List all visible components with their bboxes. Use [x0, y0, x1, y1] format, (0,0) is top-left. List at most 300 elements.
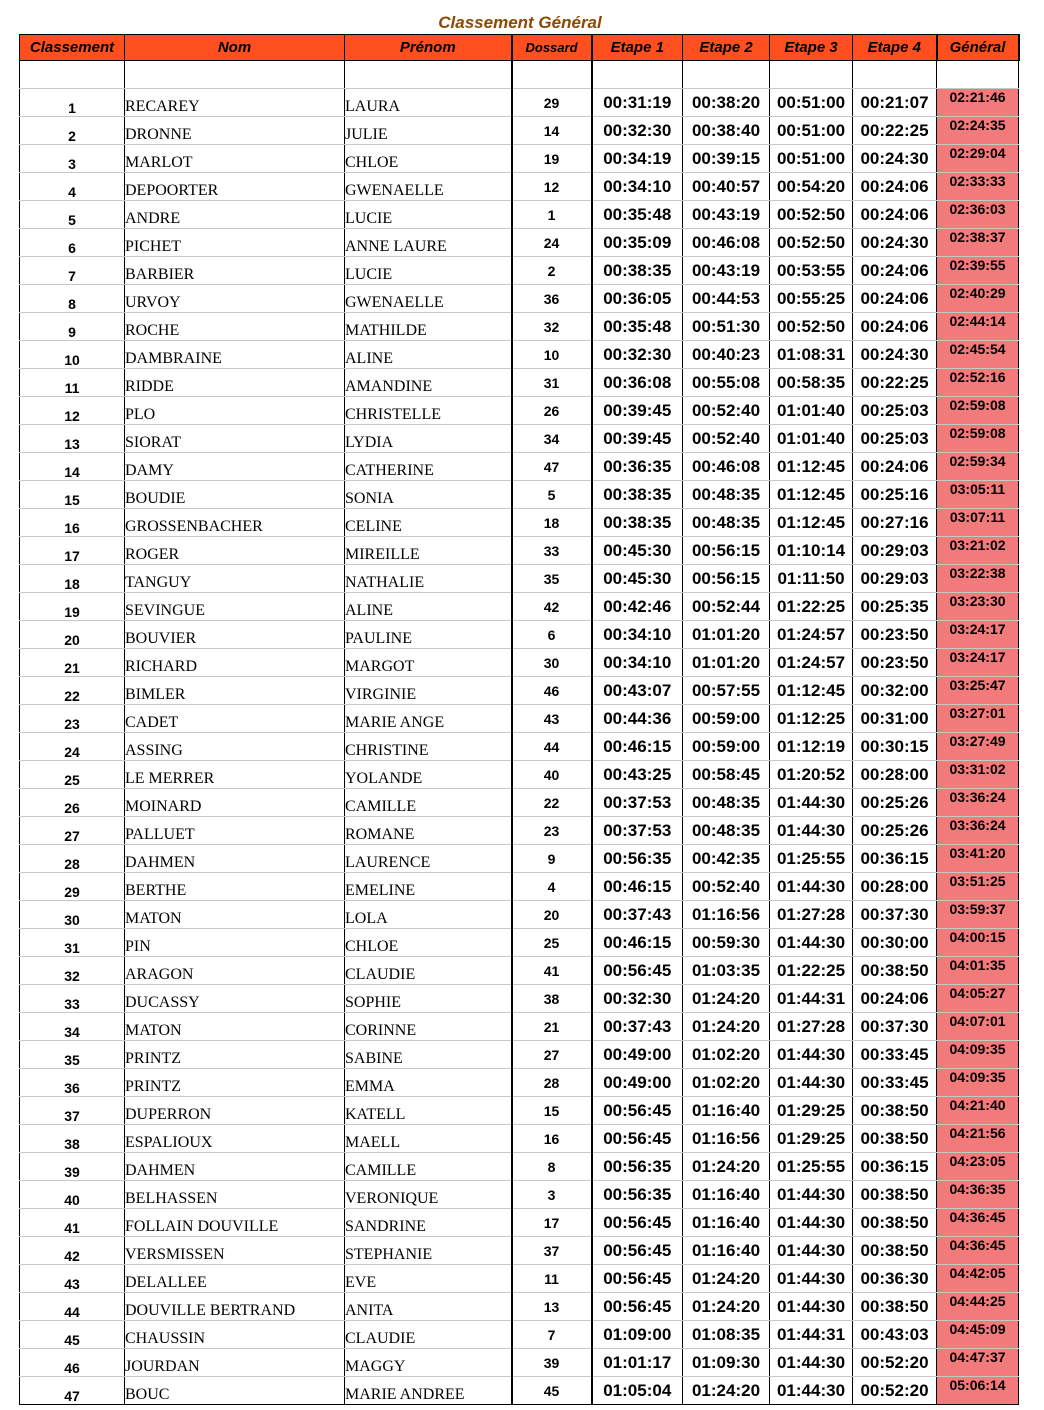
cell-general: 03:05:11 — [937, 481, 1019, 509]
cell-etape-1: 00:49:00 — [592, 1041, 683, 1069]
cell-etape-4: 00:38:50 — [853, 1293, 937, 1321]
cell-etape-3: 01:29:25 — [770, 1125, 853, 1153]
cell-etape-3: 01:44:30 — [770, 789, 853, 817]
cell-dossard: 21 — [512, 1013, 592, 1041]
cell-etape-2: 00:39:15 — [683, 145, 770, 173]
cell-etape-1: 00:38:35 — [592, 257, 683, 285]
cell-etape-2: 00:40:23 — [683, 341, 770, 369]
cell-general: 02:59:34 — [937, 453, 1019, 481]
cell-etape-4: 00:36:15 — [853, 845, 937, 873]
cell-etape-4: 00:24:06 — [853, 285, 937, 313]
cell-etape-2: 01:02:20 — [683, 1069, 770, 1097]
cell-dossard: 18 — [512, 509, 592, 537]
cell-etape-1: 00:38:35 — [592, 481, 683, 509]
cell-etape-3: 01:44:30 — [770, 1041, 853, 1069]
cell-prenom: PAULINE — [345, 621, 512, 649]
cell-etape-1: 01:05:04 — [592, 1377, 683, 1405]
cell-etape-2: 01:24:20 — [683, 1293, 770, 1321]
cell-general: 04:21:56 — [937, 1125, 1019, 1153]
cell-etape-1: 00:56:45 — [592, 1265, 683, 1293]
cell-etape-2: 01:03:35 — [683, 957, 770, 985]
cell-nom: RICHARD — [125, 649, 345, 677]
table-row — [20, 1153, 1019, 1181]
cell-general: 02:40:29 — [937, 285, 1019, 313]
cell-general: 03:22:38 — [937, 565, 1019, 593]
cell-etape-2: 00:43:19 — [683, 257, 770, 285]
cell-etape-1: 00:56:45 — [592, 1209, 683, 1237]
cell-etape-3: 01:12:45 — [770, 453, 853, 481]
cell-etape-1: 00:49:00 — [592, 1069, 683, 1097]
cell-classement: 24 — [20, 733, 125, 761]
cell-etape-2: 01:16:56 — [683, 1125, 770, 1153]
cell-nom: ESPALIOUX — [125, 1125, 345, 1153]
cell-dossard: 19 — [512, 145, 592, 173]
cell-nom: DAHMEN — [125, 1153, 345, 1181]
table-row — [20, 173, 1019, 201]
cell-prenom: MARIE ANDREE — [345, 1377, 512, 1405]
cell-prenom: AMANDINE — [345, 369, 512, 397]
table-row — [20, 873, 1019, 901]
cell-general: 04:09:35 — [937, 1041, 1019, 1069]
table-row — [20, 1349, 1019, 1377]
cell-etape-3: 01:24:57 — [770, 649, 853, 677]
cell-etape-2: 01:24:20 — [683, 1377, 770, 1405]
cell-general: 03:07:11 — [937, 509, 1019, 537]
cell-nom: URVOY — [125, 285, 345, 313]
cell-general: 04:21:40 — [937, 1097, 1019, 1125]
cell-nom: BOUVIER — [125, 621, 345, 649]
cell-etape-1: 00:46:15 — [592, 929, 683, 957]
cell-etape-1: 00:32:30 — [592, 117, 683, 145]
cell-dossard: 29 — [512, 89, 592, 117]
cell-etape-3: 00:54:20 — [770, 173, 853, 201]
cell-etape-4: 00:24:06 — [853, 201, 937, 229]
cell-etape-4: 00:38:50 — [853, 1097, 937, 1125]
cell-etape-1: 00:56:45 — [592, 1125, 683, 1153]
table-row — [20, 397, 1019, 425]
cell-prenom: VIRGINIE — [345, 677, 512, 705]
cell-classement: 2 — [20, 117, 125, 145]
cell-etape-4: 00:43:03 — [853, 1321, 937, 1349]
cell-prenom: LAURENCE — [345, 845, 512, 873]
cell-etape-2: 00:52:40 — [683, 397, 770, 425]
cell-etape-4: 00:37:30 — [853, 1013, 937, 1041]
cell-general: 02:52:16 — [937, 369, 1019, 397]
cell-nom: BERTHE — [125, 873, 345, 901]
cell-etape-4: 00:29:03 — [853, 565, 937, 593]
cell-prenom: CAMILLE — [345, 1153, 512, 1181]
cell-nom: MOINARD — [125, 789, 345, 817]
cell-etape-2: 00:51:30 — [683, 313, 770, 341]
table-row — [20, 313, 1019, 341]
cell-nom: MATON — [125, 1013, 345, 1041]
cell-classement: 27 — [20, 817, 125, 845]
cell-general: 03:27:49 — [937, 733, 1019, 761]
cell-etape-4: 00:38:50 — [853, 1181, 937, 1209]
cell-classement: 26 — [20, 789, 125, 817]
cell-prenom: CHLOE — [345, 145, 512, 173]
cell-etape-1: 00:34:10 — [592, 173, 683, 201]
cell-etape-2: 01:02:20 — [683, 1041, 770, 1069]
cell-classement: 43 — [20, 1265, 125, 1293]
table-row — [20, 425, 1019, 453]
cell-classement: 45 — [20, 1321, 125, 1349]
cell-general: 04:01:35 — [937, 957, 1019, 985]
cell-etape-2: 00:59:00 — [683, 733, 770, 761]
cell-general: 02:44:14 — [937, 313, 1019, 341]
cell-dossard: 11 — [512, 1265, 592, 1293]
cell-prenom: LUCIE — [345, 257, 512, 285]
cell-dossard: 43 — [512, 705, 592, 733]
cell-dossard: 32 — [512, 313, 592, 341]
cell-classement: 44 — [20, 1293, 125, 1321]
cell-dossard: 23 — [512, 817, 592, 845]
cell-dossard: 12 — [512, 173, 592, 201]
cell-etape-4: 00:23:50 — [853, 649, 937, 677]
table-row — [20, 1293, 1019, 1321]
cell-dossard: 22 — [512, 789, 592, 817]
cell-dossard: 27 — [512, 1041, 592, 1069]
cell-classement: 8 — [20, 285, 125, 313]
cell-nom: BARBIER — [125, 257, 345, 285]
cell-etape-4: 00:24:06 — [853, 453, 937, 481]
cell-etape-4: 00:24:06 — [853, 985, 937, 1013]
cell-etape-4: 00:28:00 — [853, 873, 937, 901]
results-table — [19, 34, 1020, 1405]
table-row — [20, 593, 1019, 621]
cell-prenom: CLAUDIE — [345, 957, 512, 985]
cell-classement: 16 — [20, 509, 125, 537]
cell-dossard: 40 — [512, 761, 592, 789]
cell-classement: 7 — [20, 257, 125, 285]
cell-classement: 13 — [20, 425, 125, 453]
cell-classement: 34 — [20, 1013, 125, 1041]
table-row — [20, 481, 1019, 509]
cell-nom: PIN — [125, 929, 345, 957]
cell-etape-3: 00:52:50 — [770, 313, 853, 341]
cell-dossard: 6 — [512, 621, 592, 649]
cell-nom: ANDRE — [125, 201, 345, 229]
cell-dossard: 34 — [512, 425, 592, 453]
cell-dossard: 16 — [512, 1125, 592, 1153]
cell-etape-1: 00:39:45 — [592, 425, 683, 453]
cell-etape-3: 00:51:00 — [770, 117, 853, 145]
cell-nom: PICHET — [125, 229, 345, 257]
cell-etape-1: 00:36:05 — [592, 285, 683, 313]
cell-etape-2: 00:46:08 — [683, 229, 770, 257]
header-dossard[interactable]: Dossard — [512, 35, 592, 61]
cell-etape-1: 00:43:07 — [592, 677, 683, 705]
cell-classement: 19 — [20, 593, 125, 621]
cell-prenom: MIREILLE — [345, 537, 512, 565]
cell-nom: ASSING — [125, 733, 345, 761]
cell-nom: DAMBRAINE — [125, 341, 345, 369]
table-row — [20, 1125, 1019, 1153]
cell-prenom: SOPHIE — [345, 985, 512, 1013]
cell-nom: PRINTZ — [125, 1041, 345, 1069]
header-classement[interactable]: Classement — [20, 35, 125, 61]
cell-dossard: 10 — [512, 341, 592, 369]
cell-nom: RIDDE — [125, 369, 345, 397]
cell-nom: CADET — [125, 705, 345, 733]
cell-etape-1: 00:37:43 — [592, 901, 683, 929]
cell-general: 02:39:55 — [937, 257, 1019, 285]
cell-classement: 41 — [20, 1209, 125, 1237]
cell-prenom: CELINE — [345, 509, 512, 537]
cell-dossard: 24 — [512, 229, 592, 257]
cell-etape-2: 00:55:08 — [683, 369, 770, 397]
cell-etape-4: 00:24:06 — [853, 173, 937, 201]
cell-nom: ARAGON — [125, 957, 345, 985]
cell-etape-3: 01:44:31 — [770, 985, 853, 1013]
cell-general: 03:25:47 — [937, 677, 1019, 705]
cell-dossard: 17 — [512, 1209, 592, 1237]
cell-etape-4: 00:33:45 — [853, 1069, 937, 1097]
cell-general: 04:36:35 — [937, 1181, 1019, 1209]
cell-general: 03:59:37 — [937, 901, 1019, 929]
cell-prenom: GWENAELLE — [345, 285, 512, 313]
cell-etape-1: 00:45:30 — [592, 565, 683, 593]
cell-etape-1: 00:43:25 — [592, 761, 683, 789]
cell-prenom: MAELL — [345, 1125, 512, 1153]
cell-dossard: 26 — [512, 397, 592, 425]
cell-etape-3: 01:44:30 — [770, 1349, 853, 1377]
cell-etape-2: 01:24:20 — [683, 985, 770, 1013]
cell-etape-2: 01:01:20 — [683, 649, 770, 677]
table-header — [20, 35, 1019, 61]
cell-classement: 23 — [20, 705, 125, 733]
header-general[interactable]: Général — [937, 35, 1019, 61]
header-etape-4[interactable]: Etape 4 — [853, 35, 937, 61]
cell-prenom: STEPHANIE — [345, 1237, 512, 1265]
cell-nom: DUCASSY — [125, 985, 345, 1013]
cell-general: 03:23:30 — [937, 593, 1019, 621]
cell-etape-3: 01:01:40 — [770, 397, 853, 425]
cell-etape-3: 00:52:50 — [770, 229, 853, 257]
cell-dossard: 25 — [512, 929, 592, 957]
cell-classement: 18 — [20, 565, 125, 593]
cell-nom: SEVINGUE — [125, 593, 345, 621]
cell-etape-2: 01:16:40 — [683, 1097, 770, 1125]
cell-classement: 25 — [20, 761, 125, 789]
cell-dossard: 8 — [512, 1153, 592, 1181]
cell-etape-4: 00:52:20 — [853, 1377, 937, 1405]
cell-etape-4: 00:28:00 — [853, 761, 937, 789]
cell-etape-2: 00:59:00 — [683, 705, 770, 733]
cell-etape-3: 01:12:45 — [770, 509, 853, 537]
cell-nom: JOURDAN — [125, 1349, 345, 1377]
cell-etape-4: 00:31:00 — [853, 705, 937, 733]
cell-classement: 10 — [20, 341, 125, 369]
cell-prenom: CATHERINE — [345, 453, 512, 481]
cell-general: 02:36:03 — [937, 201, 1019, 229]
cell-etape-1: 00:32:30 — [592, 985, 683, 1013]
cell-prenom: MARIE ANGE — [345, 705, 512, 733]
cell-etape-4: 00:21:07 — [853, 89, 937, 117]
cell-general: 02:45:54 — [937, 341, 1019, 369]
table-row — [20, 341, 1019, 369]
cell-etape-2: 00:59:30 — [683, 929, 770, 957]
table-row — [20, 565, 1019, 593]
header-etape-2[interactable]: Etape 2 — [683, 35, 770, 61]
cell-etape-3: 01:20:52 — [770, 761, 853, 789]
cell-etape-4: 00:25:35 — [853, 593, 937, 621]
cell-prenom: GWENAELLE — [345, 173, 512, 201]
cell-dossard: 7 — [512, 1321, 592, 1349]
cell-etape-1: 00:56:45 — [592, 1237, 683, 1265]
cell-etape-2: 00:43:19 — [683, 201, 770, 229]
cell-general: 04:47:37 — [937, 1349, 1019, 1377]
cell-etape-1: 00:36:35 — [592, 453, 683, 481]
cell-etape-2: 00:58:45 — [683, 761, 770, 789]
cell-etape-1: 00:56:45 — [592, 1097, 683, 1125]
cell-etape-2: 00:38:40 — [683, 117, 770, 145]
cell-general: 02:21:46 — [937, 89, 1019, 117]
cell-etape-4: 00:25:26 — [853, 817, 937, 845]
cell-dossard: 37 — [512, 1237, 592, 1265]
cell-etape-1: 00:37:53 — [592, 789, 683, 817]
cell-nom: PLO — [125, 397, 345, 425]
cell-etape-2: 01:08:35 — [683, 1321, 770, 1349]
cell-etape-1: 00:37:53 — [592, 817, 683, 845]
cell-nom: PALLUET — [125, 817, 345, 845]
table-row — [20, 985, 1019, 1013]
cell-nom: BOUDIE — [125, 481, 345, 509]
table-row — [20, 257, 1019, 285]
cell-dossard: 3 — [512, 1181, 592, 1209]
cell-nom: MATON — [125, 901, 345, 929]
table-row — [20, 509, 1019, 537]
cell-etape-4: 00:38:50 — [853, 957, 937, 985]
cell-dossard: 35 — [512, 565, 592, 593]
cell-prenom: NATHALIE — [345, 565, 512, 593]
cell-dossard: 30 — [512, 649, 592, 677]
cell-general: 03:21:02 — [937, 537, 1019, 565]
cell-etape-4: 00:38:50 — [853, 1125, 937, 1153]
cell-etape-1: 00:56:45 — [592, 1293, 683, 1321]
cell-etape-2: 00:52:40 — [683, 873, 770, 901]
cell-etape-4: 00:29:03 — [853, 537, 937, 565]
table-row — [20, 957, 1019, 985]
cell-classement: 17 — [20, 537, 125, 565]
cell-classement: 31 — [20, 929, 125, 957]
cell-etape-2: 01:09:30 — [683, 1349, 770, 1377]
cell-etape-2: 00:52:40 — [683, 425, 770, 453]
cell-general: 04:44:25 — [937, 1293, 1019, 1321]
cell-etape-2: 00:44:53 — [683, 285, 770, 313]
cell-prenom: LUCIE — [345, 201, 512, 229]
header-etape-3[interactable]: Etape 3 — [770, 35, 853, 61]
cell-etape-4: 00:24:30 — [853, 341, 937, 369]
header-nom[interactable]: Nom — [125, 35, 345, 61]
cell-nom: GROSSENBACHER — [125, 509, 345, 537]
cell-prenom: ANNE LAURE — [345, 229, 512, 257]
cell-prenom: JULIE — [345, 117, 512, 145]
cell-general: 04:07:01 — [937, 1013, 1019, 1041]
cell-etape-4: 00:32:00 — [853, 677, 937, 705]
cell-dossard: 14 — [512, 117, 592, 145]
cell-etape-2: 00:56:15 — [683, 565, 770, 593]
table-row — [20, 89, 1019, 117]
cell-general: 04:42:05 — [937, 1265, 1019, 1293]
cell-etape-1: 00:56:35 — [592, 1181, 683, 1209]
cell-prenom: YOLANDE — [345, 761, 512, 789]
cell-classement: 32 — [20, 957, 125, 985]
cell-prenom: LAURA — [345, 89, 512, 117]
cell-dossard: 41 — [512, 957, 592, 985]
cell-etape-2: 00:57:55 — [683, 677, 770, 705]
cell-nom: MARLOT — [125, 145, 345, 173]
cell-classement: 1 — [20, 89, 125, 117]
header-prenom[interactable]: Prénom — [345, 35, 512, 61]
cell-prenom: LOLA — [345, 901, 512, 929]
cell-etape-1: 00:38:35 — [592, 509, 683, 537]
table-row — [20, 369, 1019, 397]
cell-etape-2: 01:16:56 — [683, 901, 770, 929]
cell-etape-3: 01:24:57 — [770, 621, 853, 649]
cell-etape-4: 00:25:26 — [853, 789, 937, 817]
cell-classement: 22 — [20, 677, 125, 705]
cell-dossard: 20 — [512, 901, 592, 929]
cell-etape-1: 00:42:46 — [592, 593, 683, 621]
cell-etape-2: 00:48:35 — [683, 481, 770, 509]
header-gap-row — [20, 61, 1019, 89]
cell-etape-1: 00:44:36 — [592, 705, 683, 733]
cell-prenom: ALINE — [345, 593, 512, 621]
table-row — [20, 1013, 1019, 1041]
cell-classement: 47 — [20, 1377, 125, 1405]
table-row — [20, 1321, 1019, 1349]
cell-etape-3: 01:01:40 — [770, 425, 853, 453]
cell-etape-1: 00:34:10 — [592, 649, 683, 677]
cell-etape-3: 01:25:55 — [770, 845, 853, 873]
cell-nom: LE MERRER — [125, 761, 345, 789]
table-row — [20, 285, 1019, 313]
cell-etape-1: 00:46:15 — [592, 733, 683, 761]
cell-general: 04:23:05 — [937, 1153, 1019, 1181]
cell-dossard: 13 — [512, 1293, 592, 1321]
table-row — [20, 537, 1019, 565]
table-row — [20, 789, 1019, 817]
cell-etape-1: 00:36:08 — [592, 369, 683, 397]
cell-classement: 37 — [20, 1097, 125, 1125]
cell-prenom: SANDRINE — [345, 1209, 512, 1237]
cell-prenom: CORINNE — [345, 1013, 512, 1041]
cell-dossard: 4 — [512, 873, 592, 901]
cell-dossard: 45 — [512, 1377, 592, 1405]
cell-etape-4: 00:24:06 — [853, 257, 937, 285]
cell-etape-3: 01:44:30 — [770, 929, 853, 957]
cell-prenom: KATELL — [345, 1097, 512, 1125]
table-row — [20, 1265, 1019, 1293]
table-row — [20, 1041, 1019, 1069]
table-row — [20, 733, 1019, 761]
cell-etape-4: 00:52:20 — [853, 1349, 937, 1377]
table-row — [20, 845, 1019, 873]
cell-classement: 35 — [20, 1041, 125, 1069]
cell-classement: 29 — [20, 873, 125, 901]
cell-etape-4: 00:23:50 — [853, 621, 937, 649]
cell-etape-4: 00:22:25 — [853, 117, 937, 145]
cell-etape-3: 01:44:30 — [770, 1293, 853, 1321]
cell-general: 03:51:25 — [937, 873, 1019, 901]
cell-classement: 14 — [20, 453, 125, 481]
header-etape-1[interactable]: Etape 1 — [592, 35, 683, 61]
table-row — [20, 761, 1019, 789]
cell-nom: RECAREY — [125, 89, 345, 117]
cell-dossard: 39 — [512, 1349, 592, 1377]
cell-etape-4: 00:25:16 — [853, 481, 937, 509]
